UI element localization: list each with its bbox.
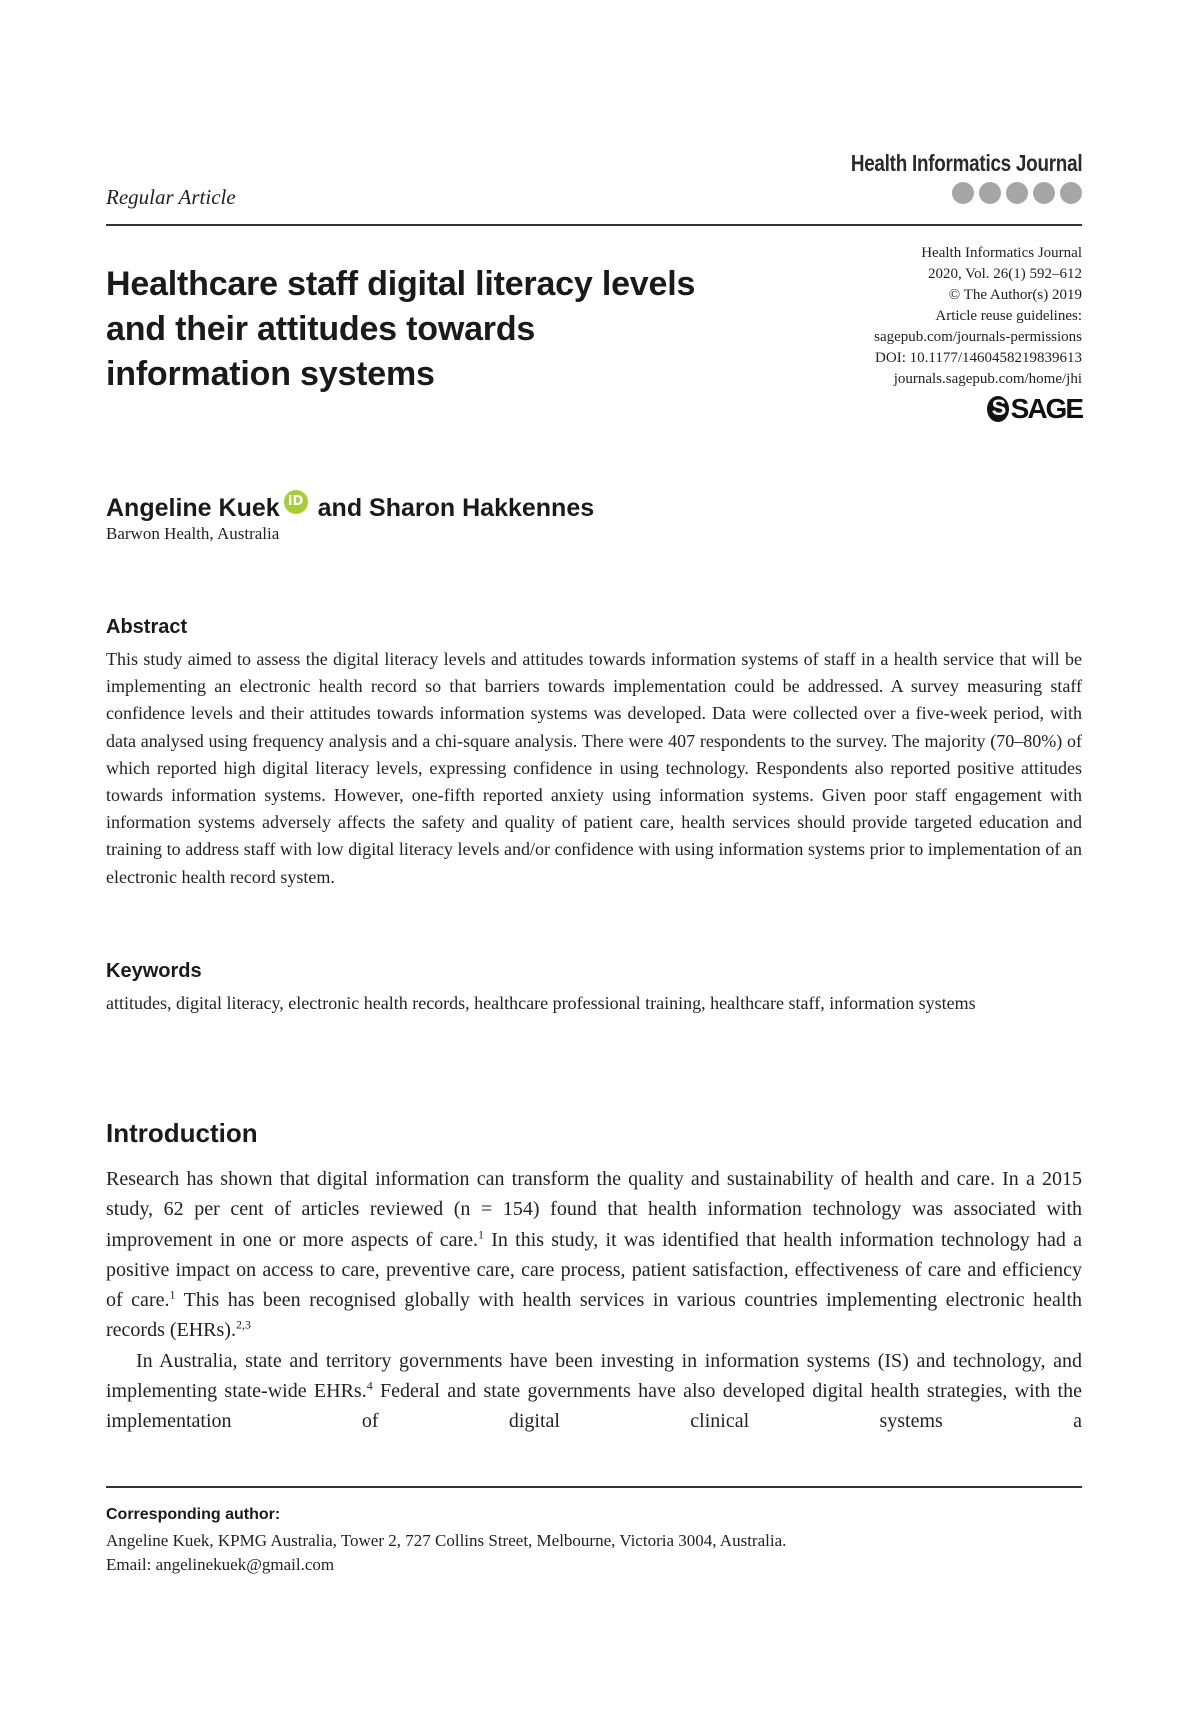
- intro-p2-text-b: Federal and state governments have also developed digital health strategies, with the implementation of digital clinical systems a: [106, 1380, 1082, 1433]
- header-divider: [106, 224, 1082, 226]
- article-type: Regular Article: [106, 185, 236, 209]
- citation-ref[interactable]: 1: [169, 1287, 176, 1302]
- sage-logo: [987, 393, 1082, 425]
- abstract-text: This study aimed to assess the digital literacy levels and attitudes towards information systems of staff in a health service that will be implementing an electronic health record so that barriers towards implementation could be addressed. A survey measuring staff confidence levels and their attitudes towards information systems was developed. Data were collected over a five-week period, with data analysed using frequency analysis and a chi-square analysis. There were 407 respondents to the survey. The majority (70–80%) of which reported high digital literacy levels, expressing confidence in using technology. Respondents also reported positive attitudes towards information systems. However, one-fifth reported anxiety using information systems. Given poor staff engagement with information systems adversely affects the safety and quality of patient care, health services should provide targeted education and training to address staff with low digital literacy levels and/or confidence with using information systems prior to implementation of an electronic health record system.: [106, 649, 1082, 887]
- meta-journal: Health Informatics Journal: [921, 245, 1082, 261]
- introduction-heading: Introduction: [106, 1118, 258, 1148]
- journal-dot: [952, 182, 974, 204]
- intro-p2-text-a: In Australia, state and territory governments have been investing in information systems (IS) and technology, and implementing state-wide EHRs.: [106, 1349, 1082, 1403]
- author-second: and Sharon Hakkennes: [317, 493, 595, 522]
- journal-dot: [979, 182, 1001, 204]
- meta-volume: 2020, Vol. 26(1) 592–612: [927, 266, 1082, 282]
- intro-p1-text-a: Research has shown that digital information can transform the quality and sustainability of health and care. In a 2015 study, 62 per cent of articles reviewed (n = 154) found that health information technology was associated with improvement in one or more aspects of care.: [106, 1168, 1082, 1251]
- author-affiliation: Barwon Health, Australia: [106, 524, 280, 543]
- citation-ref[interactable]: 4: [366, 1378, 373, 1393]
- journal-dot: [1033, 182, 1055, 204]
- meta-journal-link[interactable]: journals.sagepub.com/home/jhi: [893, 371, 1082, 387]
- article-title: Healthcare staff digital literacy levels and their attitudes towards information systems: [106, 265, 696, 393]
- journal-name: Health Informatics Journal: [850, 150, 1082, 176]
- meta-reuse-link[interactable]: sagepub.com/journals-permissions: [874, 329, 1082, 345]
- intro-p1-text-b: In this study, it was identified that health information technology had a positive impact on access to care, preventive care, care process, patient satisfaction, effectiveness of care and efficiency of care.: [106, 1228, 1082, 1312]
- meta-copyright: © The Author(s) 2019: [948, 287, 1082, 303]
- corresponding-author-email[interactable]: Email: angelinekuek@gmail.com: [106, 1555, 335, 1574]
- intro-paragraph-2: [106, 1346, 1082, 1437]
- corresponding-author-label: Corresponding author:: [106, 1506, 281, 1523]
- citation-ref[interactable]: 1: [478, 1226, 485, 1241]
- keywords-heading: Keywords: [106, 960, 202, 982]
- author-line: [106, 490, 594, 526]
- journal-dot: [1006, 182, 1028, 204]
- meta-doi[interactable]: DOI: 10.1177/1460458219839613: [875, 350, 1082, 366]
- footer-divider: [106, 1486, 1082, 1488]
- keywords-text: attitudes, digital literacy, electronic health records, healthcare professional training, healthcare staff, information systems: [106, 993, 976, 1013]
- meta-reuse-label: Article reuse guidelines:: [935, 308, 1082, 324]
- introduction-body: [106, 1164, 1082, 1437]
- corresponding-author-address: Angeline Kuek, KPMG Australia, Tower 2, 727 Collins Street, Melbourne, Victoria 3004, Australia.: [106, 1531, 787, 1550]
- intro-paragraph-1: [106, 1164, 1082, 1346]
- sage-mark-icon: [987, 396, 1009, 422]
- orcid-icon[interactable]: iD: [284, 490, 308, 514]
- article-page: [106, 0, 1082, 1709]
- journal-dots: [952, 182, 1082, 204]
- intro-p1-text-c: This has been recognised globally with health services in various countries implementing electronic health records (EHRs).: [106, 1289, 1083, 1342]
- sage-logo-text: SAGE: [1010, 393, 1082, 424]
- article-meta: [752, 243, 1082, 390]
- citation-ref[interactable]: 2,3: [235, 1317, 251, 1332]
- abstract-heading: Abstract: [106, 616, 188, 638]
- author-first: Angeline Kuek: [106, 493, 280, 522]
- journal-dot: [1060, 182, 1082, 204]
